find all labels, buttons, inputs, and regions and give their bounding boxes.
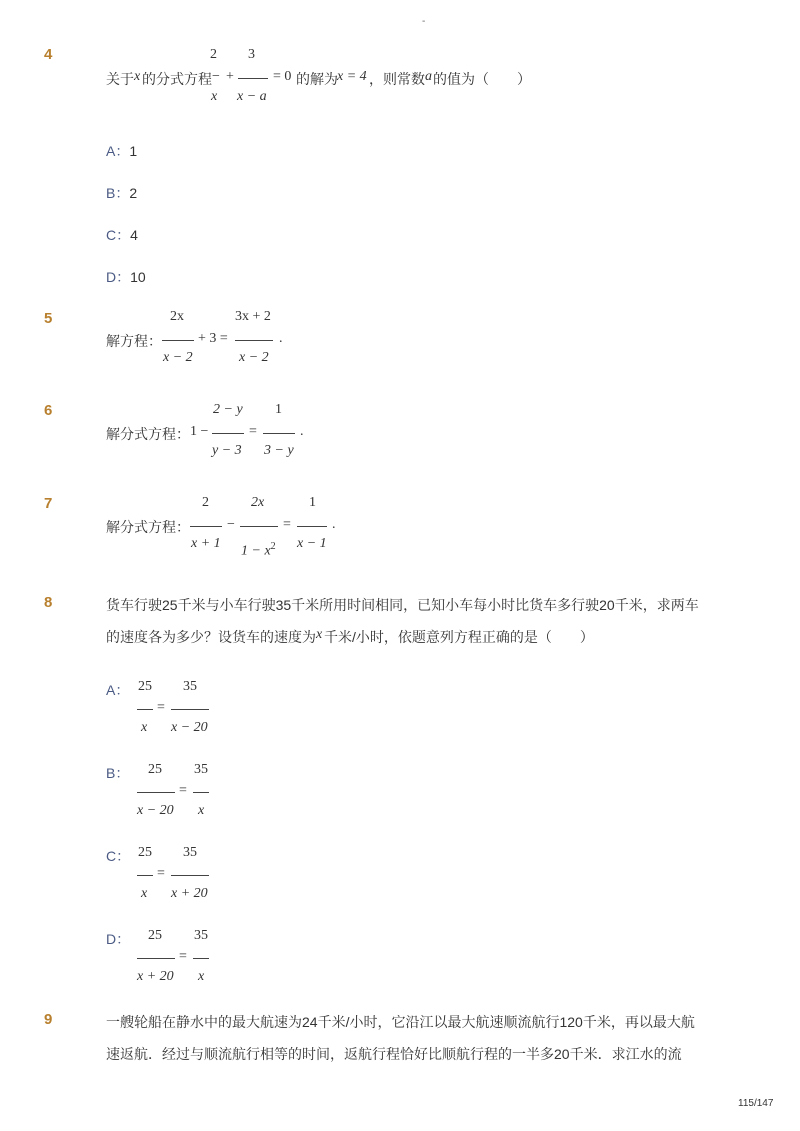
q7-den3: x − 1	[297, 536, 327, 551]
q8-line-2a: 的速度各为多少？设货车的速度为	[106, 629, 316, 645]
option-equals: =	[179, 783, 187, 798]
q4-text-2: 的分式方程	[142, 71, 212, 87]
q4-den1: x	[211, 89, 218, 104]
q4-text-3: 的解为	[296, 71, 338, 87]
q4-fraction-bar-2	[238, 78, 268, 79]
option-denominator-1: x	[141, 886, 148, 901]
option-denominator-1: x − 20	[137, 803, 174, 818]
option-label: B：	[106, 185, 130, 201]
q5-end: .	[279, 331, 283, 346]
option-fraction-bar-2	[193, 792, 209, 793]
q4-option-c[interactable]	[106, 225, 138, 245]
option-value: 1	[129, 143, 138, 159]
option-fraction-bar-1	[137, 792, 175, 793]
q9-line-2: 速返航．经过与顺流航行相等的时间，返航行程恰好比顺航行程的一半多20千米．求江水的流	[106, 1046, 682, 1062]
option-label: B：	[106, 765, 130, 781]
q4-minus: −	[212, 69, 220, 84]
q8-line-2b: 千米/小时，依题意列方程正确的是（ ）	[324, 629, 594, 645]
q6-mid: =	[249, 424, 257, 439]
q5-lead: 解方程：	[106, 333, 162, 349]
option-label: A：	[106, 682, 130, 698]
option-fraction-bar-2	[193, 958, 209, 959]
q7-num1: 2	[202, 495, 209, 510]
option-numerator-1: 25	[138, 679, 152, 694]
question-number-6: 6	[44, 402, 53, 419]
q6-den1: y − 3	[212, 443, 242, 458]
q7-fraction-bar-3	[297, 526, 327, 527]
q7-num2: 2x	[251, 495, 265, 510]
q8-line-1: 货车行驶25千米与小车行驶35千米所用时间相同，已知小车每小时比货车多行驶20千米，求两车	[106, 597, 699, 613]
option-equals: =	[179, 949, 187, 964]
q4-option-d[interactable]	[106, 267, 146, 287]
option-denominator-1: x + 20	[137, 969, 174, 984]
option-fraction-bar-1	[137, 875, 153, 876]
option-numerator-2: 35	[194, 762, 208, 777]
option-numerator-1: 25	[148, 762, 162, 777]
page-number: 115/147	[738, 1098, 774, 1109]
q4-text-1: 关于	[106, 71, 134, 87]
q4-num2: 3	[248, 47, 255, 62]
q8-var-x: x	[316, 627, 323, 642]
q6-lead: 解分式方程：	[106, 426, 190, 442]
q4-text-5: 的值为（ ）	[433, 71, 531, 87]
q4-text-4: ，则常数	[369, 71, 425, 87]
question-number-9: 9	[44, 1011, 53, 1028]
option-numerator-2: 35	[183, 845, 197, 860]
option-value: 4	[130, 227, 138, 243]
option-fraction-bar-2	[171, 709, 209, 710]
q6-end: .	[300, 424, 304, 439]
option-equals: =	[157, 700, 165, 715]
q6-fraction-bar-2	[263, 433, 295, 434]
q4-eq0: = 0	[273, 69, 292, 84]
q7-end: .	[332, 517, 336, 532]
q4-option-b[interactable]	[106, 183, 137, 203]
q5-num2: 3x + 2	[235, 309, 271, 324]
q6-fraction-bar-1	[212, 433, 244, 434]
option-denominator-2: x + 20	[171, 886, 208, 901]
q4-option-a[interactable]	[106, 141, 137, 161]
option-equals: =	[157, 866, 165, 881]
q7-den1: x + 1	[191, 536, 221, 551]
option-value: 10	[130, 269, 146, 285]
q7-mid: =	[283, 517, 291, 532]
q6-num1: 2 − y	[213, 402, 243, 417]
q6-den2: 3 − y	[264, 443, 294, 458]
q5-fraction-bar-1	[162, 340, 194, 341]
option-denominator-1: x	[141, 720, 148, 735]
option-numerator-1: 25	[138, 845, 152, 860]
option-value: 2	[129, 185, 138, 201]
question-number-4: 4	[44, 46, 53, 63]
q5-den2: x − 2	[239, 350, 269, 365]
header-mark: -	[422, 16, 426, 27]
q7-num3: 1	[309, 495, 316, 510]
q4-den2: x − a	[237, 89, 267, 104]
q5-fraction-bar-2	[235, 340, 273, 341]
question-number-7: 7	[44, 495, 53, 512]
option-label: C：	[106, 848, 131, 864]
q4-plus: +	[226, 69, 234, 84]
option-denominator-2: x − 20	[171, 720, 208, 735]
q4-solution: x = 4	[337, 69, 367, 84]
q7-lead: 解分式方程：	[106, 519, 190, 535]
option-label: A：	[106, 143, 130, 159]
option-label: D：	[106, 931, 131, 947]
option-label: D：	[106, 269, 131, 285]
q7-minus: −	[227, 517, 235, 532]
option-fraction-bar-1	[137, 709, 153, 710]
option-denominator-2: x	[198, 969, 205, 984]
q9-line-1: 一艘轮船在静水中的最大航速为24千米/小时，它沿江以最大航速顺流航行120千米，再以最大航	[106, 1014, 695, 1030]
q7-fraction-bar-1	[190, 526, 222, 527]
q5-mid: + 3 =	[198, 331, 228, 346]
q5-num1: 2x	[170, 309, 184, 324]
q4-var-a: a	[425, 69, 432, 84]
option-numerator-1: 25	[148, 928, 162, 943]
question-number-5: 5	[44, 310, 53, 327]
q7-fraction-bar-2	[240, 526, 278, 527]
q4-var-x: x	[134, 69, 141, 84]
option-denominator-2: x	[198, 803, 205, 818]
q7-den2: $1 - x^2$	[241, 541, 276, 559]
option-fraction-bar-2	[171, 875, 209, 876]
q6-num2: 1	[275, 402, 282, 417]
option-numerator-2: 35	[183, 679, 197, 694]
option-fraction-bar-1	[137, 958, 175, 959]
question-number-8: 8	[44, 594, 53, 611]
q5-den1: x − 2	[163, 350, 193, 365]
option-numerator-2: 35	[194, 928, 208, 943]
option-label: C：	[106, 227, 131, 243]
q6-pre: 1 −	[190, 424, 209, 439]
q4-num1: 2	[210, 47, 217, 62]
